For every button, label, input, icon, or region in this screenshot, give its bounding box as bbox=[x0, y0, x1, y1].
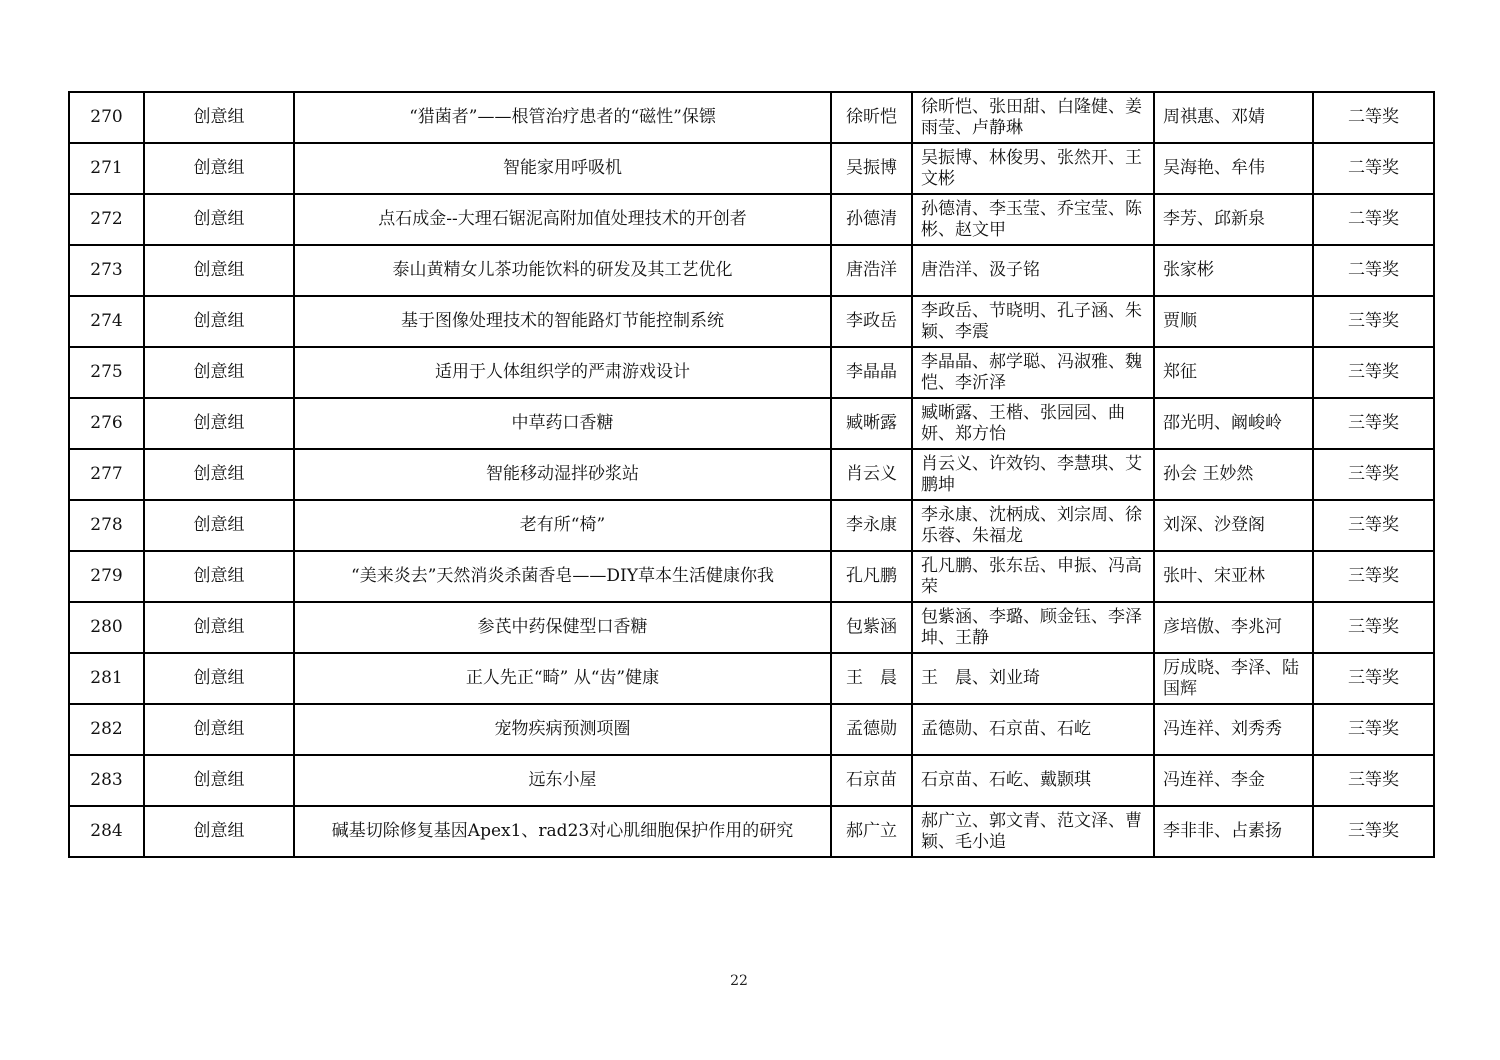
cell-award: 三等奖 bbox=[1313, 704, 1434, 755]
cell-advisors: 张叶、宋亚林 bbox=[1154, 551, 1313, 602]
cell-group: 创意组 bbox=[144, 143, 294, 194]
cell-number: 273 bbox=[69, 245, 144, 296]
cell-project-name: 点石成金--大理石锯泥高附加值处理技术的开创者 bbox=[294, 194, 831, 245]
cell-leader: 肖云义 bbox=[831, 449, 912, 500]
cell-advisors: 刘深、沙登阁 bbox=[1154, 500, 1313, 551]
cell-advisors: 厉成晓、李泽、陆国辉 bbox=[1154, 653, 1313, 704]
cell-leader: 徐昕恺 bbox=[831, 92, 912, 143]
cell-group: 创意组 bbox=[144, 347, 294, 398]
cell-members: 孙德清、李玉莹、乔宝莹、陈彬、赵文甲 bbox=[912, 194, 1154, 245]
cell-award: 三等奖 bbox=[1313, 449, 1434, 500]
table-row bbox=[69, 551, 1434, 602]
cell-project-name: 老有所“椅” bbox=[294, 500, 831, 551]
cell-number: 281 bbox=[69, 653, 144, 704]
cell-advisors: 冯连祥、李金 bbox=[1154, 755, 1313, 806]
cell-project-name: 适用于人体组织学的严肃游戏设计 bbox=[294, 347, 831, 398]
table-row bbox=[69, 347, 1434, 398]
cell-leader: 唐浩洋 bbox=[831, 245, 912, 296]
table-row bbox=[69, 194, 1434, 245]
cell-advisors: 彦培傲、李兆河 bbox=[1154, 602, 1313, 653]
table-row bbox=[69, 296, 1434, 347]
cell-advisors: 周祺惠、邓婧 bbox=[1154, 92, 1313, 143]
cell-leader: 李晶晶 bbox=[831, 347, 912, 398]
cell-project-name: 正人先正“畸” 从“齿”健康 bbox=[294, 653, 831, 704]
cell-group: 创意组 bbox=[144, 449, 294, 500]
awards-table bbox=[68, 91, 1435, 858]
cell-leader: 李政岳 bbox=[831, 296, 912, 347]
cell-number: 276 bbox=[69, 398, 144, 449]
table-row bbox=[69, 602, 1434, 653]
cell-project-name: 远东小屋 bbox=[294, 755, 831, 806]
cell-leader: 包紫涵 bbox=[831, 602, 912, 653]
table-row bbox=[69, 449, 1434, 500]
cell-award: 三等奖 bbox=[1313, 755, 1434, 806]
cell-group: 创意组 bbox=[144, 806, 294, 857]
cell-advisors: 李芳、邱新泉 bbox=[1154, 194, 1313, 245]
cell-leader: 孔凡鹏 bbox=[831, 551, 912, 602]
cell-members: 孔凡鹏、张东岳、申振、冯高荣 bbox=[912, 551, 1154, 602]
cell-number: 271 bbox=[69, 143, 144, 194]
cell-leader: 孙德清 bbox=[831, 194, 912, 245]
page-number: 22 bbox=[730, 973, 748, 989]
table-row bbox=[69, 653, 1434, 704]
cell-project-name: 中草药口香糖 bbox=[294, 398, 831, 449]
cell-group: 创意组 bbox=[144, 296, 294, 347]
cell-number: 280 bbox=[69, 602, 144, 653]
table-row bbox=[69, 806, 1434, 857]
cell-members: 肖云义、许效钧、李慧琪、艾鹏坤 bbox=[912, 449, 1154, 500]
cell-group: 创意组 bbox=[144, 755, 294, 806]
cell-number: 270 bbox=[69, 92, 144, 143]
cell-award: 二等奖 bbox=[1313, 245, 1434, 296]
cell-advisors: 冯连祥、刘秀秀 bbox=[1154, 704, 1313, 755]
cell-group: 创意组 bbox=[144, 194, 294, 245]
cell-number: 279 bbox=[69, 551, 144, 602]
table-row bbox=[69, 704, 1434, 755]
cell-project-name: 泰山黄精女儿茶功能饮料的研发及其工艺优化 bbox=[294, 245, 831, 296]
cell-project-name: 碱基切除修复基因Apex1、rad23对心肌细胞保护作用的研究 bbox=[294, 806, 831, 857]
cell-number: 275 bbox=[69, 347, 144, 398]
table-row bbox=[69, 755, 1434, 806]
cell-members: 李政岳、节晓明、孔子涵、朱颖、李震 bbox=[912, 296, 1154, 347]
cell-members: 石京苗、石屹、戴颢琪 bbox=[912, 755, 1154, 806]
cell-project-name: 智能移动湿拌砂浆站 bbox=[294, 449, 831, 500]
cell-advisors: 贾顺 bbox=[1154, 296, 1313, 347]
cell-members: 王 晨、刘业琦 bbox=[912, 653, 1154, 704]
cell-advisors: 邵光明、阚峻岭 bbox=[1154, 398, 1313, 449]
cell-advisors: 吴海艳、牟伟 bbox=[1154, 143, 1313, 194]
cell-award: 三等奖 bbox=[1313, 398, 1434, 449]
cell-group: 创意组 bbox=[144, 92, 294, 143]
cell-group: 创意组 bbox=[144, 653, 294, 704]
cell-award: 三等奖 bbox=[1313, 806, 1434, 857]
cell-leader: 孟德勋 bbox=[831, 704, 912, 755]
cell-members: 臧晰露、王楷、张园园、曲妍、郑方怡 bbox=[912, 398, 1154, 449]
cell-number: 278 bbox=[69, 500, 144, 551]
cell-project-name: 基于图像处理技术的智能路灯节能控制系统 bbox=[294, 296, 831, 347]
cell-award: 二等奖 bbox=[1313, 143, 1434, 194]
cell-award: 二等奖 bbox=[1313, 194, 1434, 245]
cell-number: 284 bbox=[69, 806, 144, 857]
cell-members: 李晶晶、郝学聪、冯淑雅、魏恺、李沂泽 bbox=[912, 347, 1154, 398]
cell-leader: 李永康 bbox=[831, 500, 912, 551]
cell-award: 二等奖 bbox=[1313, 92, 1434, 143]
cell-members: 孟德勋、石京苗、石屹 bbox=[912, 704, 1154, 755]
cell-group: 创意组 bbox=[144, 245, 294, 296]
cell-number: 272 bbox=[69, 194, 144, 245]
table-row bbox=[69, 398, 1434, 449]
cell-group: 创意组 bbox=[144, 500, 294, 551]
cell-number: 282 bbox=[69, 704, 144, 755]
cell-award: 三等奖 bbox=[1313, 347, 1434, 398]
cell-leader: 吴振博 bbox=[831, 143, 912, 194]
cell-group: 创意组 bbox=[144, 398, 294, 449]
cell-project-name: 宠物疾病预测项圈 bbox=[294, 704, 831, 755]
cell-leader: 臧晰露 bbox=[831, 398, 912, 449]
cell-leader: 王 晨 bbox=[831, 653, 912, 704]
cell-project-name: “猎菌者”——根管治疗患者的“磁性”保镖 bbox=[294, 92, 831, 143]
cell-award: 三等奖 bbox=[1313, 500, 1434, 551]
cell-group: 创意组 bbox=[144, 602, 294, 653]
cell-members: 李永康、沈柄成、刘宗周、徐乐蓉、朱福龙 bbox=[912, 500, 1154, 551]
cell-project-name: 智能家用呼吸机 bbox=[294, 143, 831, 194]
cell-advisors: 孙会 王妙然 bbox=[1154, 449, 1313, 500]
cell-group: 创意组 bbox=[144, 704, 294, 755]
cell-members: 郝广立、郭文青、范文泽、曹颖、毛小追 bbox=[912, 806, 1154, 857]
cell-members: 吴振博、林俊男、张然开、王文彬 bbox=[912, 143, 1154, 194]
table-row bbox=[69, 500, 1434, 551]
cell-award: 三等奖 bbox=[1313, 602, 1434, 653]
cell-leader: 郝广立 bbox=[831, 806, 912, 857]
cell-award: 三等奖 bbox=[1313, 551, 1434, 602]
cell-group: 创意组 bbox=[144, 551, 294, 602]
cell-number: 277 bbox=[69, 449, 144, 500]
cell-number: 283 bbox=[69, 755, 144, 806]
cell-project-name: “美来炎去”天然消炎杀菌香皂——DIY草本生活健康你我 bbox=[294, 551, 831, 602]
cell-members: 徐昕恺、张田甜、白隆健、姜雨莹、卢静琳 bbox=[912, 92, 1154, 143]
cell-advisors: 郑征 bbox=[1154, 347, 1313, 398]
table-body bbox=[69, 92, 1434, 857]
table-row bbox=[69, 245, 1434, 296]
cell-members: 包紫涵、李璐、顾金钰、李泽坤、王静 bbox=[912, 602, 1154, 653]
cell-project-name: 参芪中药保健型口香糖 bbox=[294, 602, 831, 653]
table-row bbox=[69, 92, 1434, 143]
cell-number: 274 bbox=[69, 296, 144, 347]
cell-advisors: 张家彬 bbox=[1154, 245, 1313, 296]
table-row bbox=[69, 143, 1434, 194]
cell-award: 三等奖 bbox=[1313, 296, 1434, 347]
cell-members: 唐浩洋、汲子铭 bbox=[912, 245, 1154, 296]
cell-leader: 石京苗 bbox=[831, 755, 912, 806]
cell-advisors: 李非非、占素扬 bbox=[1154, 806, 1313, 857]
cell-award: 三等奖 bbox=[1313, 653, 1434, 704]
